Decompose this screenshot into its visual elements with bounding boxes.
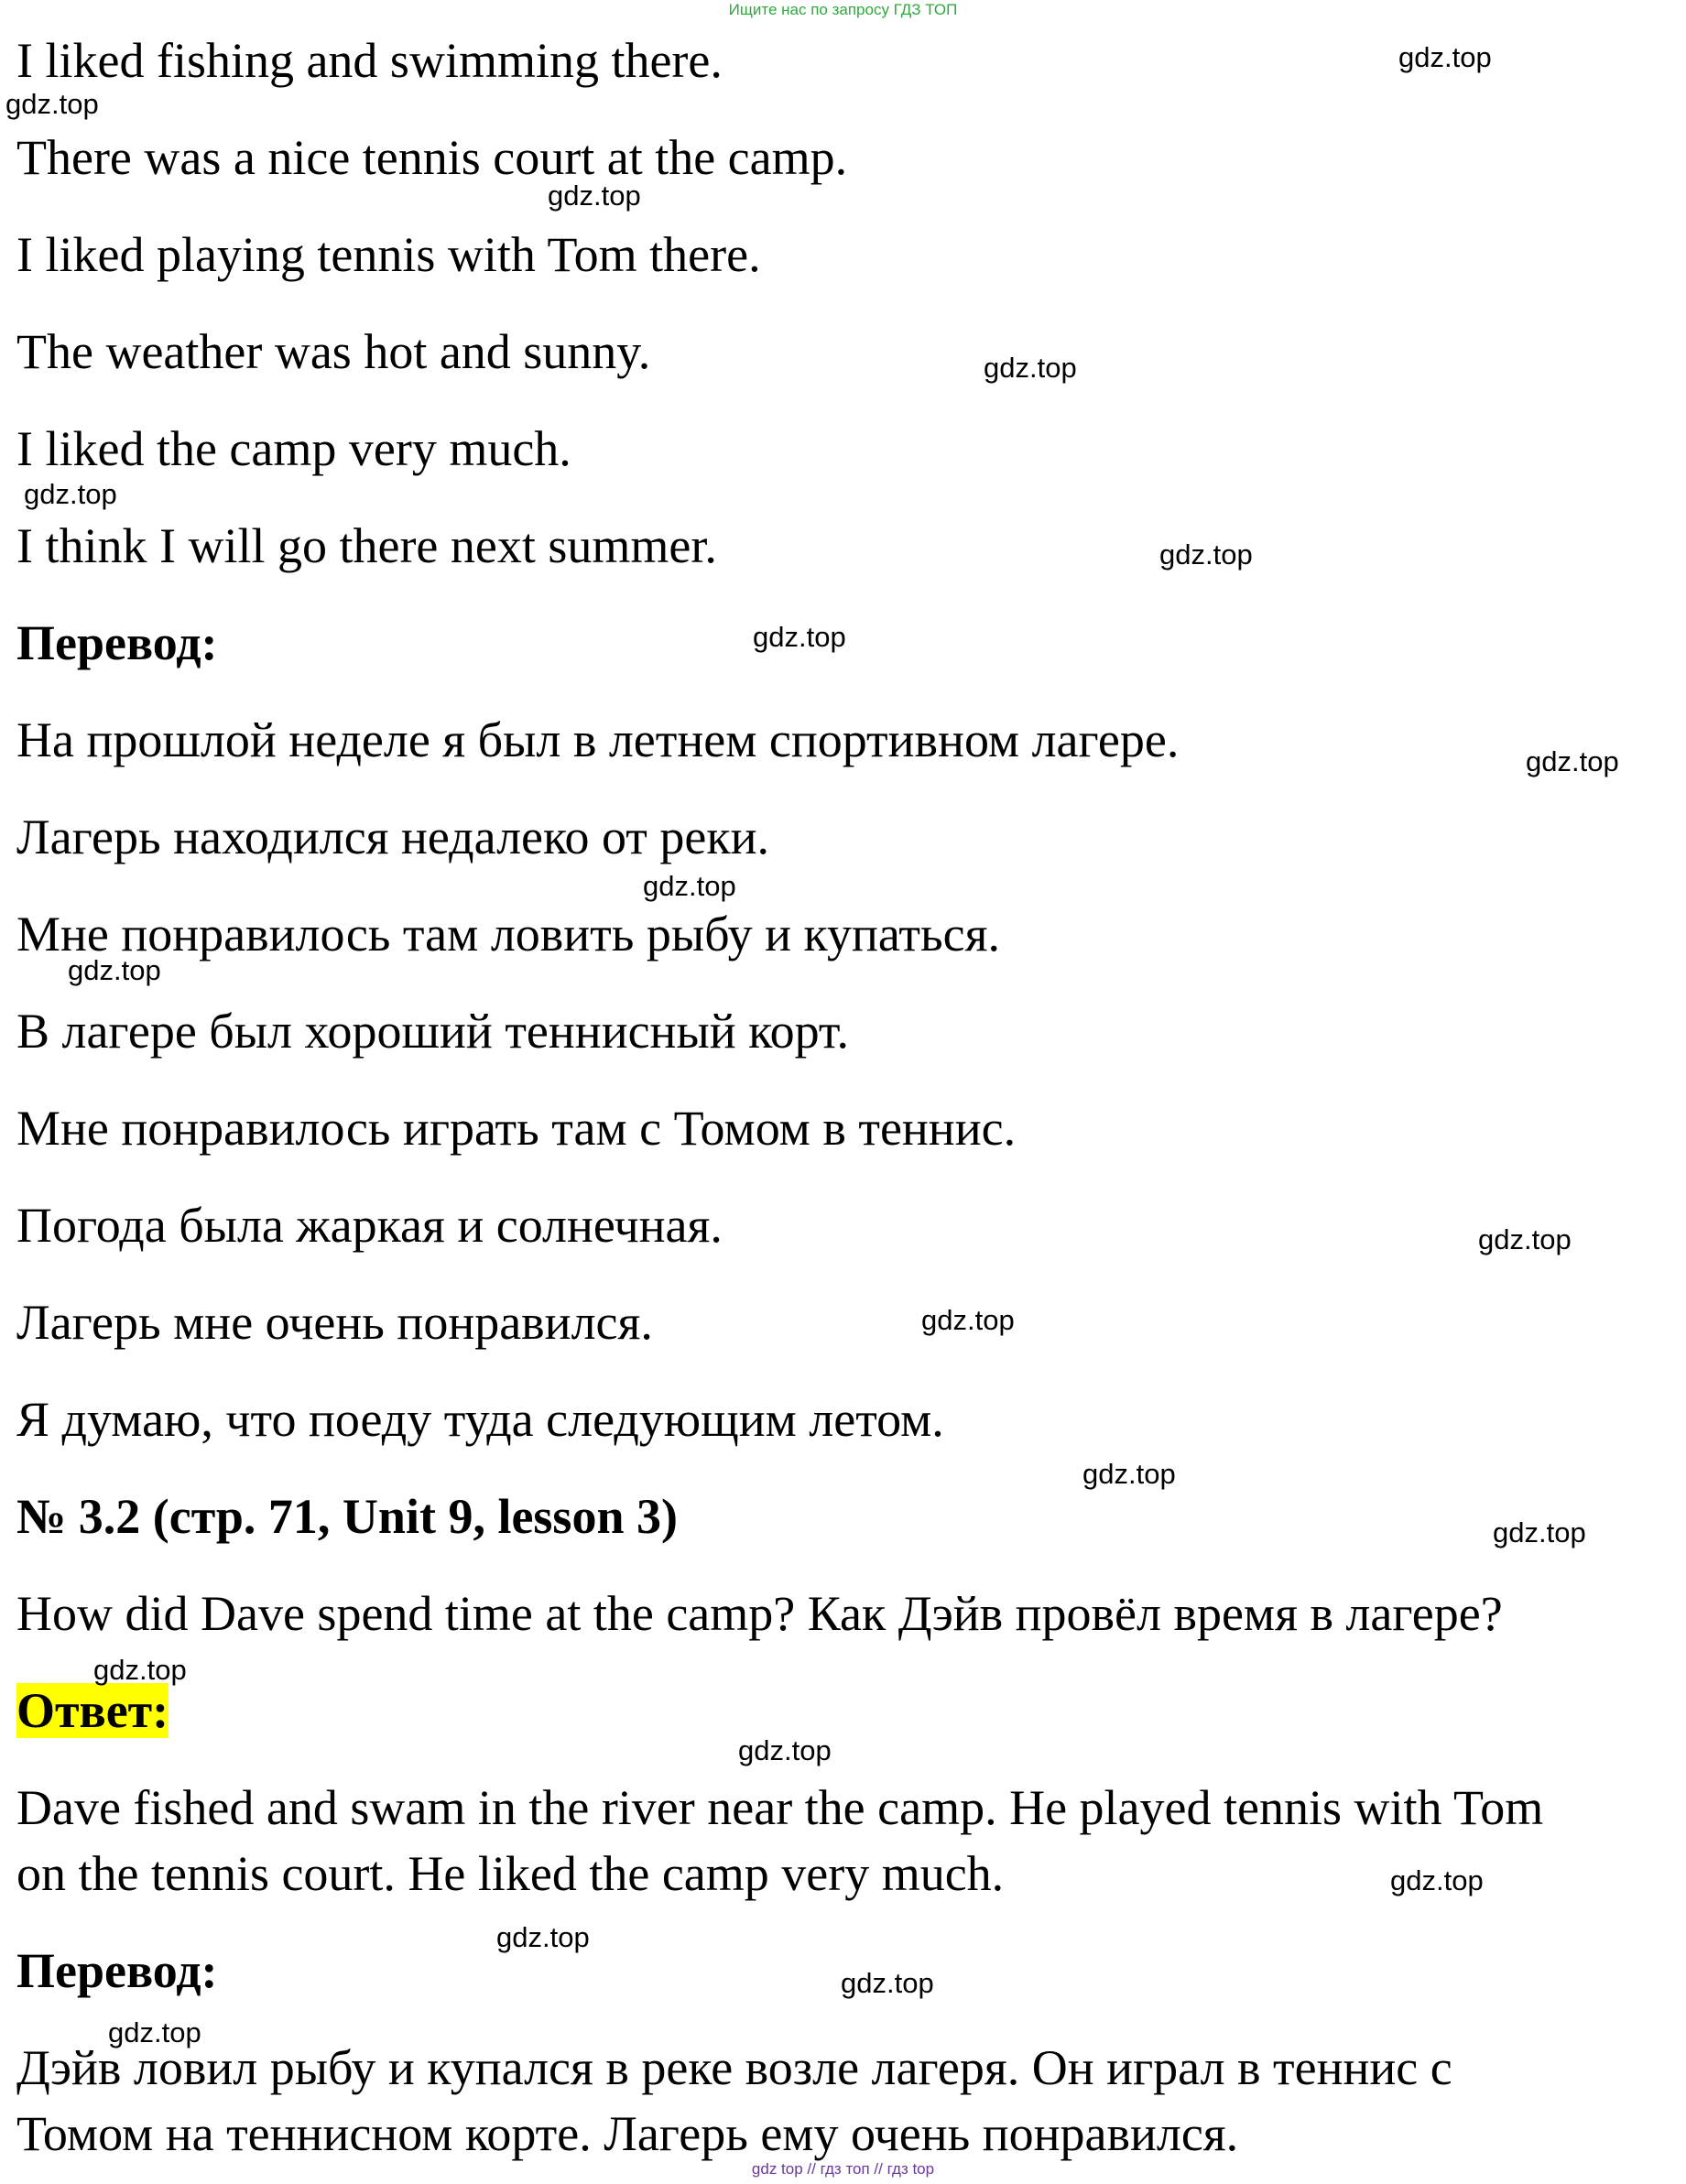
- english-line-4: The weather was hot and sunny.: [16, 324, 651, 379]
- watermark: gdz.top: [24, 478, 117, 510]
- watermark: gdz.top: [1478, 1223, 1572, 1255]
- answer-label: Ответ:: [16, 1683, 169, 1738]
- watermark: gdz.top: [643, 870, 736, 902]
- watermark: gdz.top: [1493, 1516, 1586, 1548]
- answer-translation-line-2: Томом на теннисном корте. Лагерь ему очень понравился.: [16, 2106, 1239, 2161]
- watermark: gdz.top: [1390, 1864, 1484, 1896]
- watermark: gdz.top: [841, 1967, 934, 1999]
- watermark: gdz.top: [738, 1734, 832, 1766]
- answer-line-1: Dave fished and swam in the river near the camp. He played tennis with Tom: [16, 1780, 1544, 1835]
- english-line-6: I think I will go there next summer.: [16, 518, 717, 573]
- watermark: gdz.top: [921, 1304, 1015, 1336]
- watermark: gdz.top: [1159, 538, 1253, 570]
- translation-line-3: Мне понравилось там ловить рыбу и купаться.: [16, 907, 1000, 962]
- answer-translation-line-1: Дэйв ловил рыбу и купался в реке возле лагеря. Он играл в теннис с: [16, 2040, 1452, 2095]
- answer-line-2: on the tennis court. He liked the camp very much.: [16, 1846, 1005, 1901]
- translation-line-4: В лагере был хороший теннисный корт.: [16, 1004, 849, 1059]
- watermark: gdz.top: [1398, 41, 1492, 73]
- watermark: gdz.top: [108, 2016, 201, 2048]
- english-line-3: I liked playing tennis with Tom there.: [16, 227, 761, 282]
- translation-line-8: Я думаю, что поеду туда следующим летом.: [16, 1392, 944, 1447]
- translation-line-6: Погода была жаркая и солнечная.: [16, 1198, 723, 1253]
- watermark: gdz.top: [5, 88, 99, 120]
- translation-line-2: Лагерь находился недалеко от реки.: [16, 809, 769, 864]
- translation-heading-1: Перевод:: [16, 615, 218, 670]
- watermark: gdz.top: [496, 1921, 590, 1953]
- answer-label-wrap: [16, 1683, 169, 1738]
- watermark: gdz.top: [68, 954, 161, 986]
- translation-line-1: На прошлой неделе я был в летнем спортивном лагере.: [16, 712, 1180, 767]
- watermark: gdz.top: [93, 1654, 187, 1686]
- watermark: gdz.top: [548, 179, 641, 212]
- translation-heading-2: Перевод:: [16, 1943, 218, 1998]
- translation-line-7: Лагерь мне очень понравился.: [16, 1295, 653, 1350]
- translation-line-5: Мне понравилось играть там с Томом в теннис.: [16, 1101, 1017, 1156]
- english-line-2: There was a nice tennis court at the camp.: [16, 130, 848, 185]
- bottom-footer: gdz top // гдз топ // гдз top: [751, 2160, 935, 2178]
- watermark: gdz.top: [753, 621, 846, 653]
- exercise-question: How did Dave spend time at the camp? Как Дэйв провёл время в лагере?: [16, 1586, 1503, 1641]
- watermark: gdz.top: [1526, 745, 1619, 777]
- watermark: gdz.top: [984, 352, 1077, 384]
- english-line-1: I liked fishing and swimming there.: [16, 33, 723, 88]
- top-banner: Ищите нас по запросу ГДЗ ТОП: [728, 1, 958, 18]
- english-line-5: I liked the camp very much.: [16, 421, 571, 476]
- watermark: gdz.top: [1082, 1458, 1176, 1490]
- exercise-heading: № 3.2 (стр. 71, Unit 9, lesson 3): [16, 1489, 678, 1544]
